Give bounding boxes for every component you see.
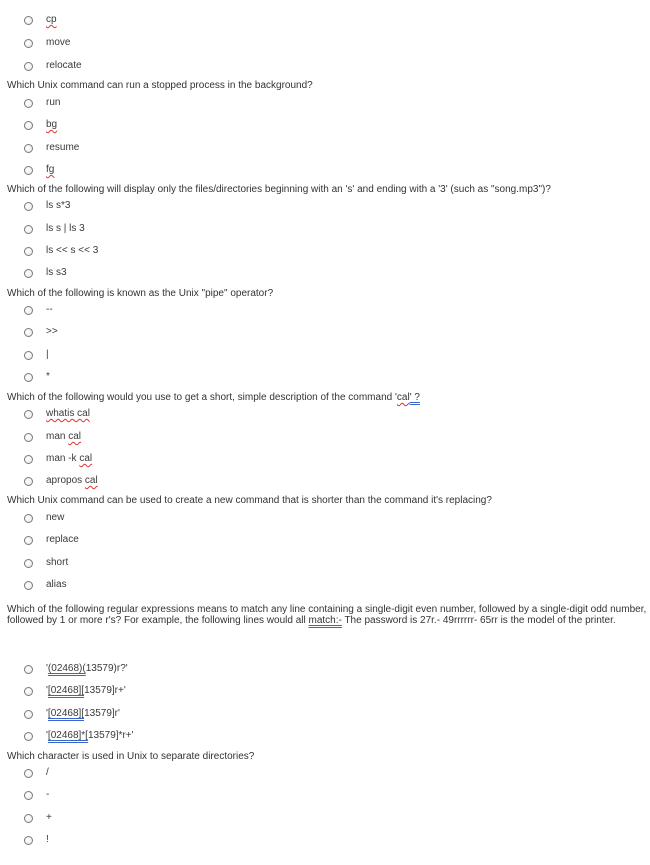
option-label-part: [02468][ xyxy=(47,708,85,719)
question-text-match: match:- xyxy=(308,615,342,626)
option-label xyxy=(46,453,92,465)
option-label-part: 13579]r+' xyxy=(84,685,126,696)
question-6-text xyxy=(7,604,647,626)
radio-button[interactable] xyxy=(24,247,33,256)
option-label-part: 13579)r?' xyxy=(85,663,128,674)
option-label-part: man xyxy=(46,431,69,442)
question-7-text: Which character is used in Unix to separate directories? xyxy=(7,751,255,762)
option-label: - xyxy=(46,789,50,800)
option-label-part: man -k xyxy=(46,453,80,464)
question-2-text: Which of the following will display only the files/directories beginning with an 's' and ending with a '3' (such as "song.mp3")? xyxy=(7,184,551,195)
option-label: fg xyxy=(46,164,55,175)
option-label: ls s*3 xyxy=(46,200,71,211)
option-label: + xyxy=(46,812,52,823)
option-label: run xyxy=(46,97,61,108)
option-label-part: [02468]*[ xyxy=(47,730,88,741)
radio-button[interactable] xyxy=(24,16,33,25)
radio-button[interactable] xyxy=(24,514,33,523)
question-3-text: Which of the following is known as the Unix "pipe" operator? xyxy=(7,288,274,299)
option-label: cp xyxy=(46,14,57,25)
option-label xyxy=(46,408,90,420)
option-label: replace xyxy=(46,534,79,545)
option-label xyxy=(46,685,126,697)
radio-button[interactable] xyxy=(24,39,33,48)
question-text-command: cal xyxy=(396,392,410,403)
radio-button[interactable] xyxy=(24,166,33,175)
radio-button[interactable] xyxy=(24,536,33,545)
radio-button[interactable] xyxy=(24,144,33,153)
option-label xyxy=(46,475,98,487)
radio-button[interactable] xyxy=(24,559,33,568)
radio-button[interactable] xyxy=(24,791,33,800)
option-label-part: ' xyxy=(46,730,48,741)
question-text-part: Which of the following would you use to get a short, simple description of the command ' xyxy=(7,392,397,403)
option-label: ls s | ls 3 xyxy=(46,223,85,234)
option-label-part: cal xyxy=(79,453,93,464)
radio-button[interactable] xyxy=(24,62,33,71)
radio-button[interactable] xyxy=(24,121,33,130)
radio-button[interactable] xyxy=(24,687,33,696)
radio-button[interactable] xyxy=(24,99,33,108)
option-label: >> xyxy=(46,326,58,337)
radio-button[interactable] xyxy=(24,836,33,845)
option-label-part: cal xyxy=(68,431,82,442)
question-text-part: ' ? xyxy=(409,392,420,403)
option-label: alias xyxy=(46,579,67,590)
option-label-part: [02468][ xyxy=(47,685,85,696)
option-label: short xyxy=(46,557,69,568)
radio-button[interactable] xyxy=(24,410,33,419)
radio-button[interactable] xyxy=(24,202,33,211)
radio-button[interactable] xyxy=(24,433,33,442)
option-label-part: cal xyxy=(74,408,90,419)
option-label-part: whatis xyxy=(46,408,75,419)
option-label: bg xyxy=(46,119,58,130)
radio-button[interactable] xyxy=(24,732,33,741)
option-label-part: ' xyxy=(46,663,48,674)
option-label-part: ' xyxy=(46,708,48,719)
radio-button[interactable] xyxy=(24,328,33,337)
radio-button[interactable] xyxy=(24,477,33,486)
option-label: | xyxy=(46,349,49,360)
radio-button[interactable] xyxy=(24,814,33,823)
option-label-part: 13579]*r+' xyxy=(87,730,134,741)
radio-button[interactable] xyxy=(24,769,33,778)
option-label xyxy=(46,708,120,720)
option-label: * xyxy=(46,371,50,382)
option-label: ls << s << 3 xyxy=(46,245,99,256)
radio-button[interactable] xyxy=(24,710,33,719)
option-label: ! xyxy=(46,834,49,845)
radio-button[interactable] xyxy=(24,373,33,382)
option-label: -- xyxy=(46,304,53,315)
radio-button[interactable] xyxy=(24,581,33,590)
option-label-part: ' xyxy=(46,685,48,696)
question-text-part: Which of the following regular expressions means to match any line containing a single-digit even number, followed by a single-digit odd number, followed by 1 or more r's? For example, the following lines would all xyxy=(7,604,647,626)
radio-button[interactable] xyxy=(24,225,33,234)
option-label xyxy=(46,431,81,443)
question-1-text: Which Unix command can run a stopped process in the background? xyxy=(7,80,313,91)
option-label: resume xyxy=(46,142,80,153)
radio-button[interactable] xyxy=(24,306,33,315)
radio-button[interactable] xyxy=(24,269,33,278)
option-label: relocate xyxy=(46,60,82,71)
question-4-text xyxy=(7,392,420,403)
question-5-text: Which Unix command can be used to create a new command that is shorter than the command it's replacing? xyxy=(7,495,492,506)
option-label-part: cal xyxy=(84,475,98,486)
option-label: move xyxy=(46,37,71,48)
radio-button[interactable] xyxy=(24,665,33,674)
option-label-part: apropos xyxy=(46,475,85,486)
question-text-part: The password is 27r.- 49rrrrrr- 65rr is the model of the printer. xyxy=(341,615,616,626)
option-label xyxy=(46,663,128,675)
option-label: new xyxy=(46,512,65,523)
option-label: / xyxy=(46,767,49,778)
option-label-part: 13579]r' xyxy=(84,708,120,719)
option-label: ls s3 xyxy=(46,267,67,278)
option-label-part: (02468)( xyxy=(47,663,86,674)
radio-button[interactable] xyxy=(24,455,33,464)
option-label xyxy=(46,730,134,742)
radio-button[interactable] xyxy=(24,351,33,360)
